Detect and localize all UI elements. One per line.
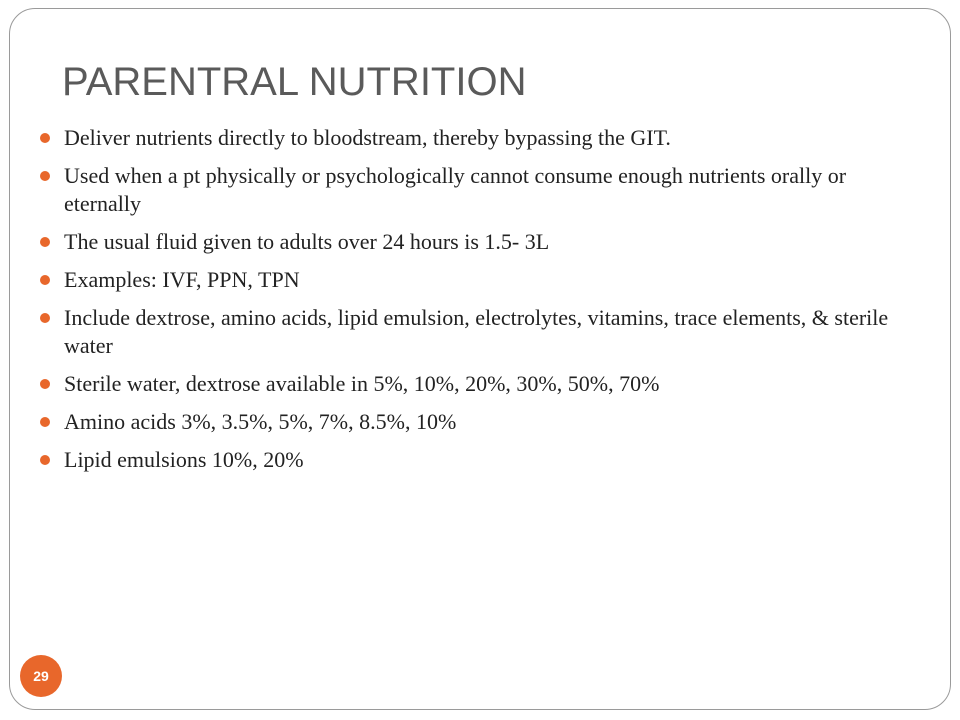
bullet-item [40, 408, 920, 436]
bullet-item [40, 228, 920, 256]
bullet-text: Examples: IVF, PPN, TPN [64, 267, 300, 292]
bullet-item [40, 266, 920, 294]
bullet-item [40, 370, 920, 398]
bullet-dot-icon [40, 237, 50, 247]
bullet-text: Sterile water, dextrose available in 5%, 10%, 20%, 30%, 50%, 70% [64, 371, 660, 396]
bullet-text: Used when a pt physically or psychologically cannot consume enough nutrients orally or eternally [64, 163, 847, 216]
bullet-dot-icon [40, 171, 50, 181]
bullet-item [40, 162, 920, 218]
bullet-dot-icon [40, 313, 50, 323]
bullet-text: Deliver nutrients directly to bloodstream, thereby bypassing the GIT. [64, 125, 671, 150]
bullet-item [40, 304, 920, 360]
bullet-text: Amino acids 3%, 3.5%, 5%, 7%, 8.5%, 10% [64, 409, 457, 434]
bullet-text: Include dextrose, amino acids, lipid emulsion, electrolytes, vitamins, trace elements, & sterile water [64, 305, 889, 358]
bullet-dot-icon [40, 455, 50, 465]
bullet-text: The usual fluid given to adults over 24 hours is 1.5- 3L [64, 229, 550, 254]
slide-number-badge: 29 [20, 655, 62, 697]
bullet-text: Lipid emulsions 10%, 20% [64, 447, 304, 472]
bullet-dot-icon [40, 275, 50, 285]
slide-title: PARENTRAL NUTRITION [62, 60, 527, 104]
bullet-list [40, 124, 920, 484]
bullet-dot-icon [40, 133, 50, 143]
bullet-item [40, 124, 920, 152]
bullet-dot-icon [40, 417, 50, 427]
bullet-item [40, 446, 920, 474]
bullet-dot-icon [40, 379, 50, 389]
